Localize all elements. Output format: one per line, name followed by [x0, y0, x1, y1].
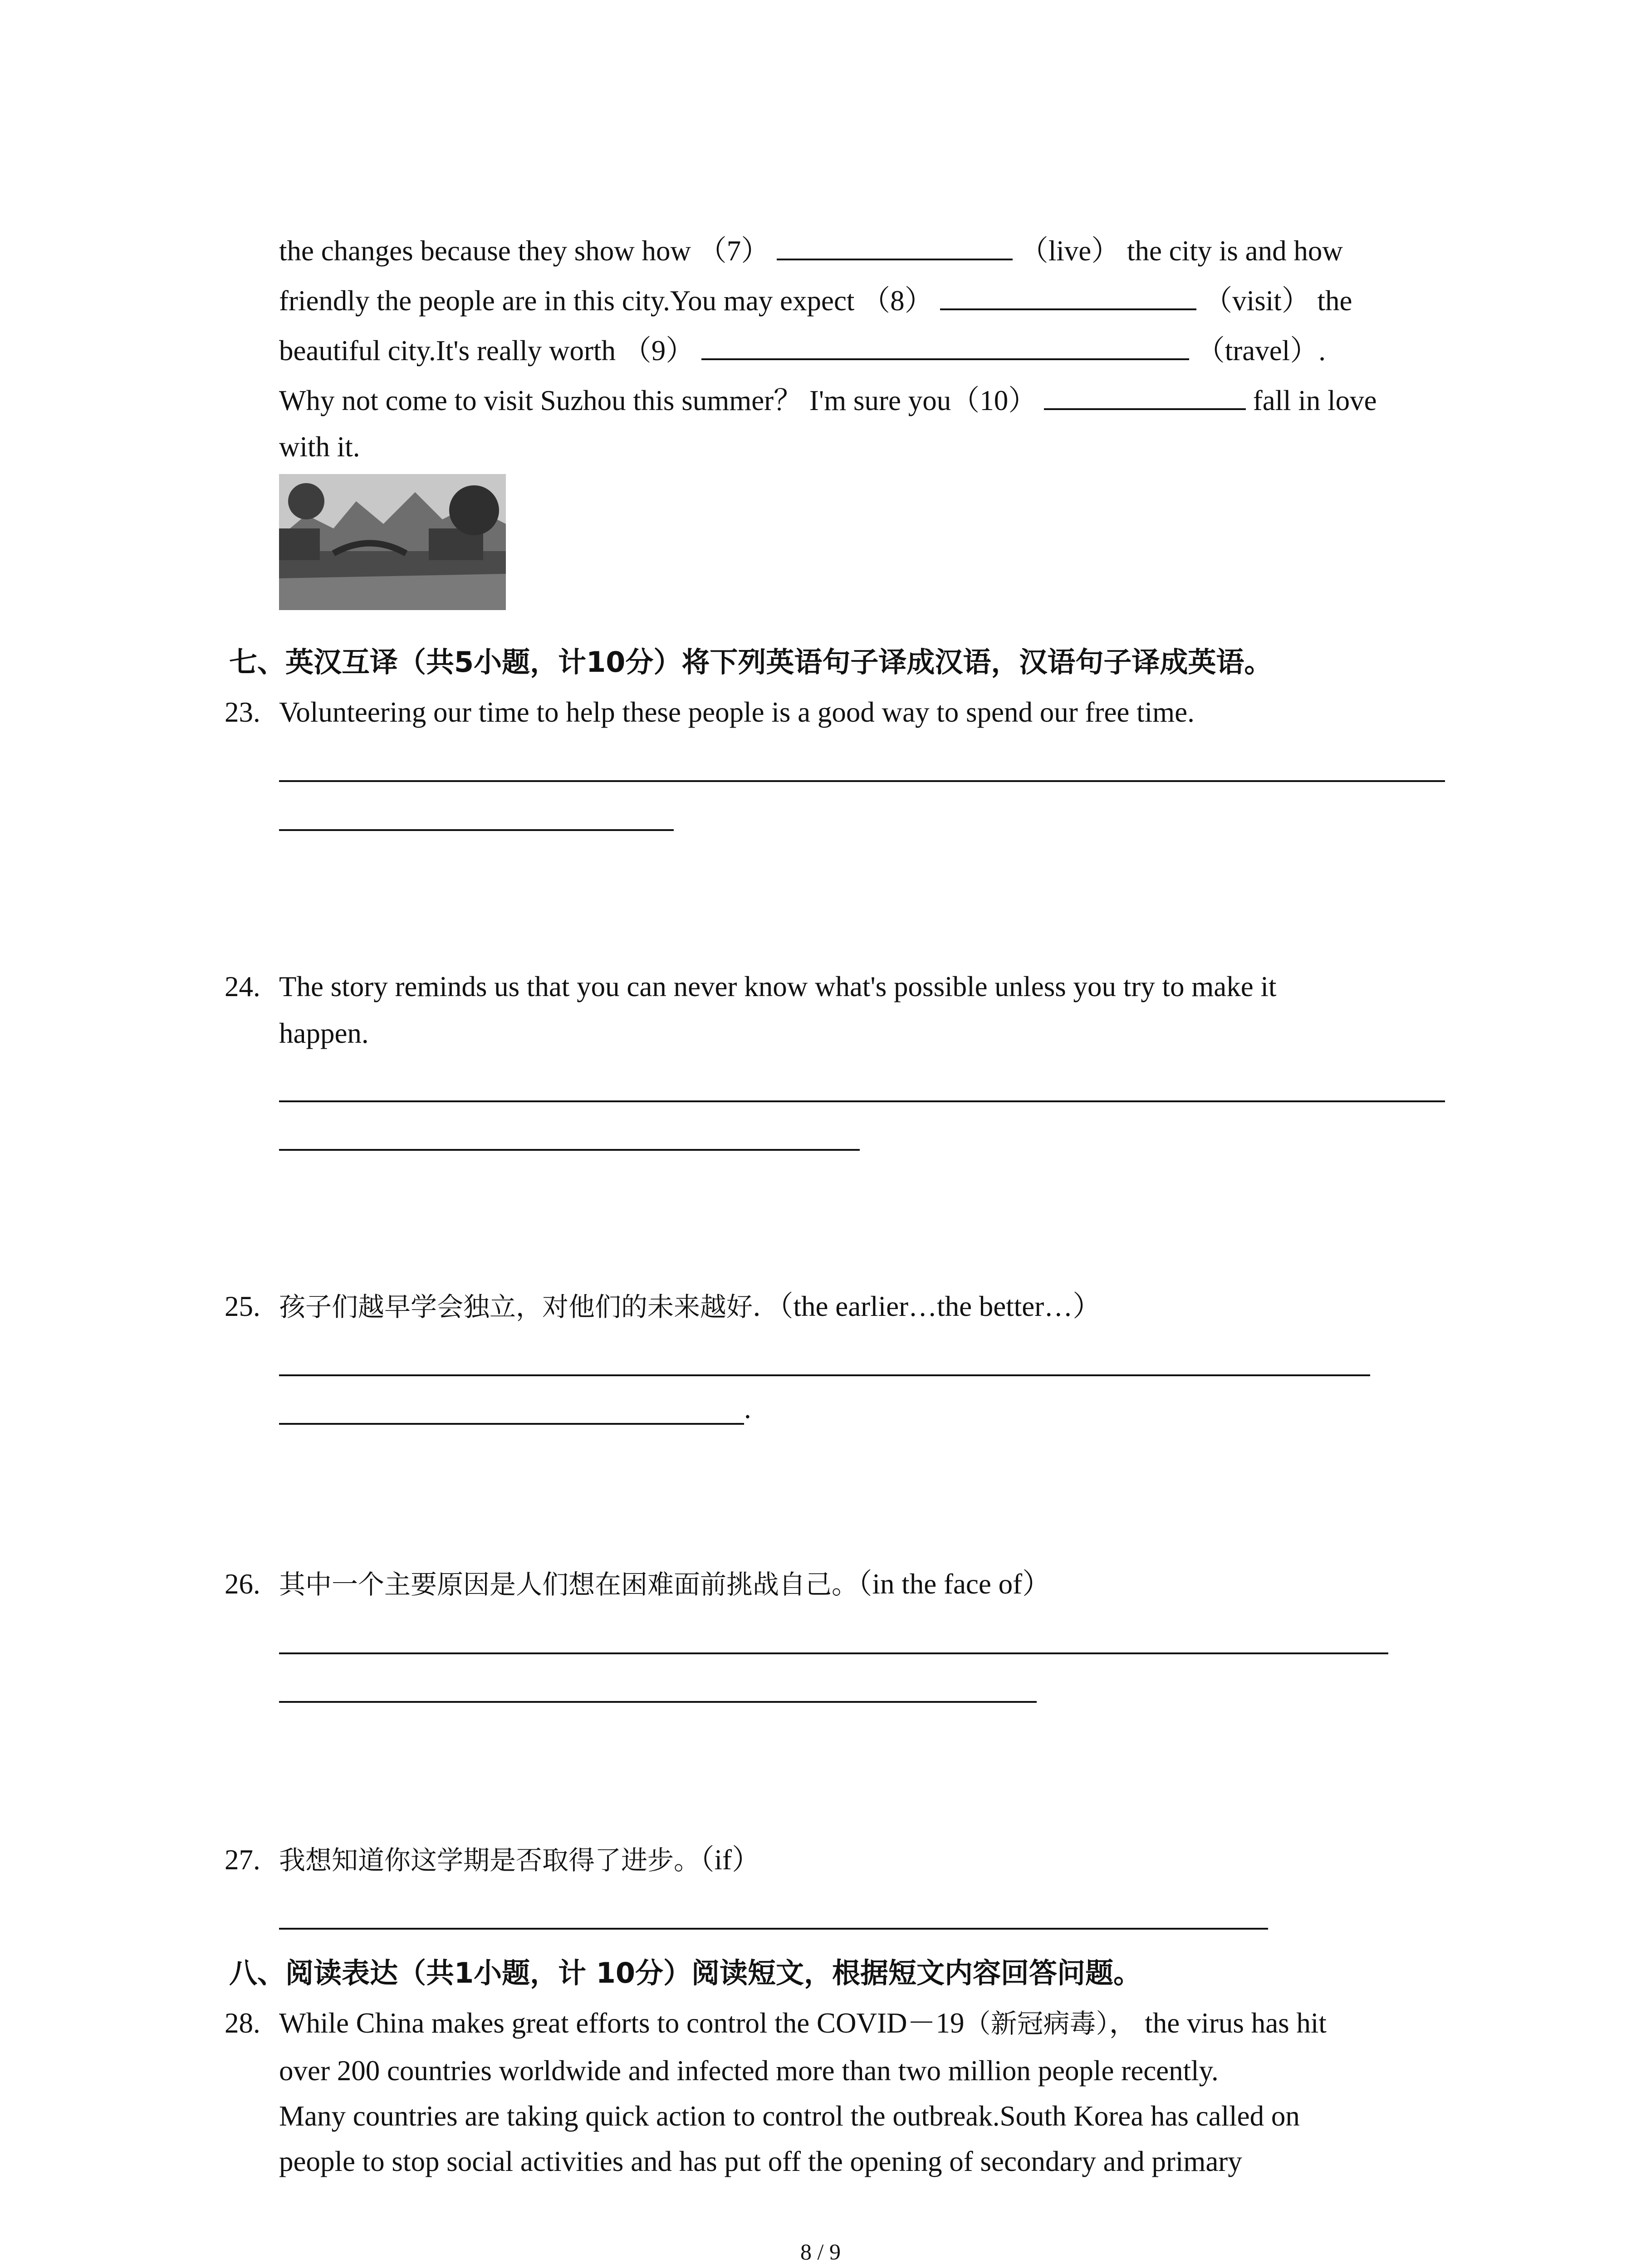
q24-answer-line-2[interactable]	[279, 1149, 860, 1151]
passage-line-5: with it.	[279, 431, 360, 463]
question-number: 27.	[225, 1844, 260, 1876]
passage-line-2: friendly the people are in this city.You may expect （8） （visit） the	[279, 281, 1352, 319]
passage-line-3: beautiful city.It's really worth （9） （travel）.	[279, 331, 1326, 369]
passage-line-4: Why not come to visit Suzhou this summer？ I'm sure you（10） fall in love	[279, 381, 1377, 419]
blank-10[interactable]	[1044, 381, 1246, 410]
question-number: 28.	[225, 2007, 260, 2039]
q23-text: Volunteering our time to help these people is a good way to spend our free time.	[279, 696, 1195, 728]
q28-line-4: people to stop social activities and has put off the opening of secondary and primary	[279, 2146, 1242, 2177]
blank-9[interactable]	[701, 331, 1189, 360]
section-7-title: 七、英汉互译（共5小题，计10分）将下列英语句子译成汉语，汉语句子译成英语。	[229, 645, 1273, 679]
q25-answer-line-1[interactable]	[279, 1374, 1370, 1376]
q26-answer-line-1[interactable]	[279, 1652, 1388, 1654]
q23-answer-line-2[interactable]	[279, 829, 674, 831]
question-number: 25.	[225, 1290, 260, 1322]
q24-text-2: happen.	[279, 1017, 369, 1049]
q24-text-1: The story reminds us that you can never know what's possible unless you try to make it	[279, 971, 1277, 1002]
q25-text: 孩子们越早学会独立，对他们的未来越好．（the earlier…the better…）	[279, 1290, 1102, 1322]
q25-answer-line-2[interactable]	[279, 1423, 744, 1425]
question-number: 23.	[225, 696, 260, 728]
q28-line-1: While China makes great efforts to control the COVID－19（新冠病毒）， the virus has hit	[279, 2007, 1327, 2039]
question-number: 24.	[225, 971, 260, 1002]
passage-line-1: the changes because they show how （7） （live） the city is and how	[279, 231, 1343, 269]
q26-answer-line-2[interactable]	[279, 1701, 1037, 1703]
section-8-title: 八、阅读表达（共1小题，计 10分）阅读短文，根据短文内容回答问题。	[229, 1956, 1142, 1989]
blank-7[interactable]	[777, 231, 1013, 260]
q26-text: 其中一个主要原因是人们想在困难面前挑战自己。（in the face of）	[279, 1568, 1051, 1600]
q28-line-2: over 200 countries worldwide and infected more than two million people recently.	[279, 2055, 1219, 2087]
blank-8[interactable]	[940, 281, 1196, 310]
q27-text: 我想知道你这学期是否取得了进步。（if）	[279, 1844, 760, 1876]
q23-answer-line-1[interactable]	[279, 780, 1445, 782]
page-number: 8 / 9	[800, 2239, 841, 2264]
q28-line-3: Many countries are taking quick action to control the outbreak.South Korea has called on	[279, 2100, 1300, 2132]
q24-answer-line-1[interactable]	[279, 1100, 1445, 1102]
suzhou-canal-photo	[279, 474, 506, 610]
q27-answer-line-1[interactable]	[279, 1928, 1268, 1930]
question-number: 26.	[225, 1568, 260, 1600]
q25-period: .	[744, 1393, 751, 1424]
